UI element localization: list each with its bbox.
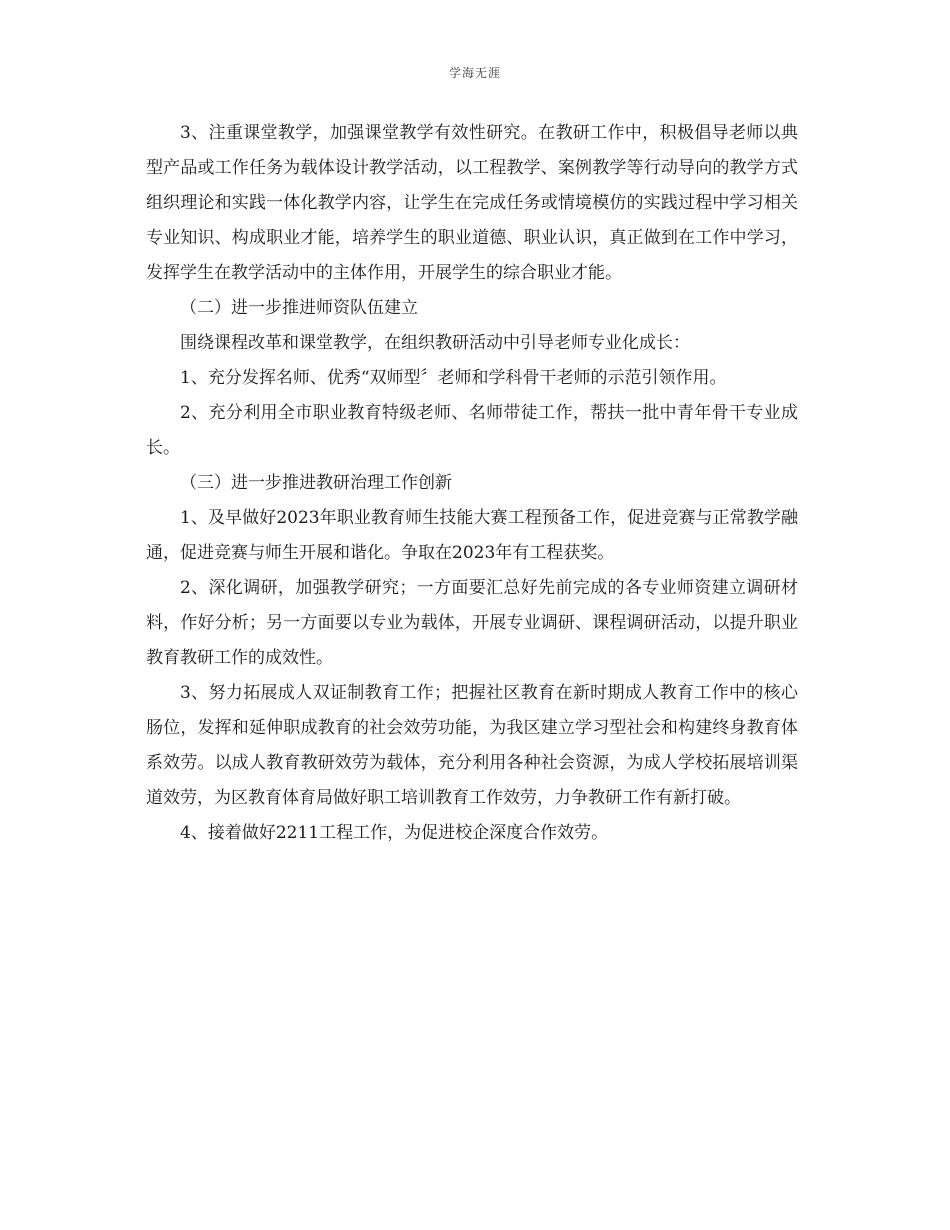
paragraph-3-classroom-teaching: 3、注重课堂教学，加强课堂教学有效性研究。在教研工作中，积极倡导老师以典型产品或工作任务为载体设计教学活动，以工程教学、案例教学等行动导向的教学方式组织理论和实践一体化教学内容，让学生在完成任务或情境模仿的实践过程中学习相关专业知识、构成职业才能，培养学生的职业道德、职业认识，真正做到在工作中学习，发挥学生在教学活动中的主体作用，开展学生的综合职业才能。 <box>146 123 798 283</box>
paragraph-1-famous-teachers: 1、充分发挥名师、优秀“双师型〞老师和学科骨干老师的示范引领作用。 <box>180 368 727 388</box>
paragraph-1-skills-contest: 1、及早做好2023年职业教育师生技能大赛工程预备工作，促进竞赛与正常教学融通，促进竞赛与师生开展和谐化。争取在2023年有工程获奖。 <box>146 508 798 563</box>
section-heading-3: （三）进一步推进教研治理工作创新 <box>180 473 452 493</box>
paragraph-3-adult-education: 3、努力拓展成人双证制教育工作；把握社区教育在新时期成人教育工作中的核心肠位，发挥和延伸职成教育的社会效劳功能，为我区建立学习型社会和构建终身教育体系效劳。以成人教育教研效劳为载体，充分利用各种社会资源，为成人学校拓展培训渠道效劳，为区教育体育局做好职工培训教育工作效劳，力争教研工作有新打破。 <box>146 683 798 808</box>
page-header: 学海无涯 <box>448 66 501 80</box>
paragraph-teacher-growth-intro: 围绕课程改革和课堂教学，在组织教研活动中引导老师专业化成长： <box>180 333 690 353</box>
paragraph-2-mentoring: 2、充分利用全市职业教育特级老师、名师带徒工作，帮扶一批中青年骨干专业成长。 <box>146 403 798 458</box>
section-heading-2: （二）进一步推进师资队伍建立 <box>180 298 418 318</box>
paragraph-2-research: 2、深化调研，加强教学研究；一方面要汇总好先前完成的各专业师资建立调研材料，作好分析；另一方面要以专业为载体，开展专业调研、课程调研活动，以提升职业教育教研工作的成效性。 <box>146 578 798 668</box>
paragraph-4-2211-project: 4、接着做好2211工程工作，为促进校企深度合作效劳。 <box>180 823 609 843</box>
document-body <box>146 116 798 851</box>
